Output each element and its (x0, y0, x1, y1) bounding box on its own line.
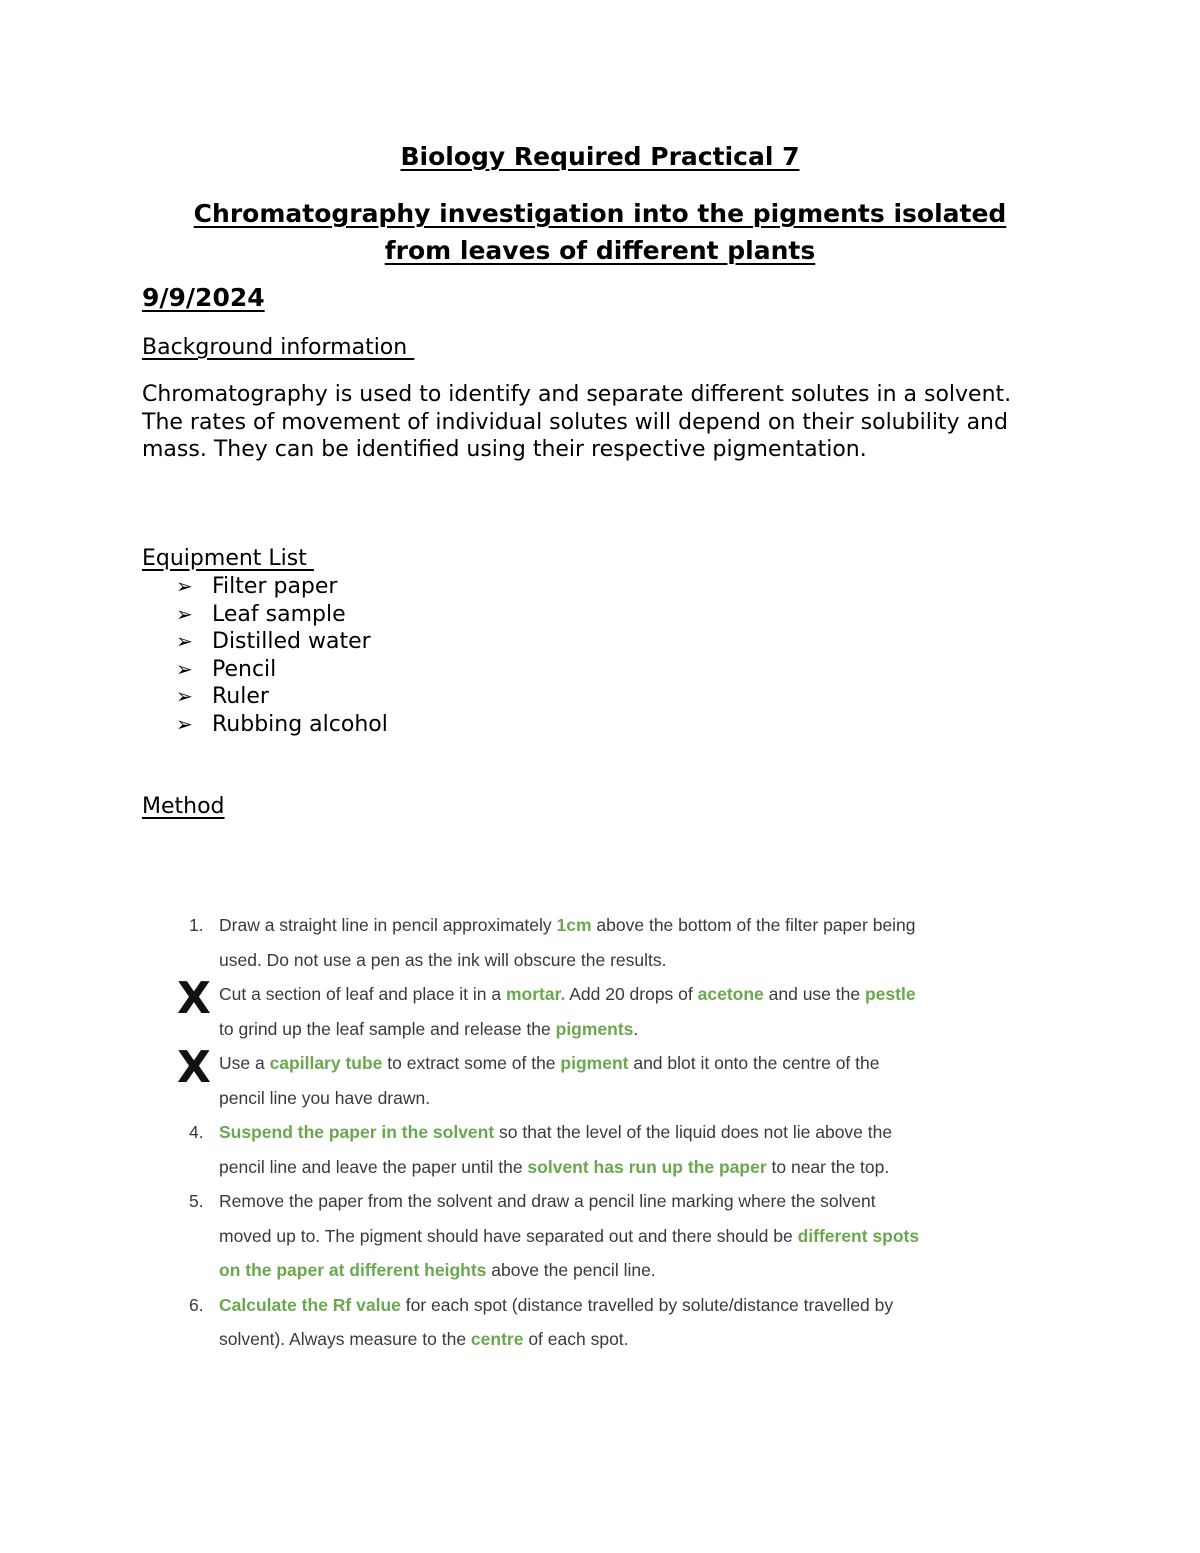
step-text: to extract some of the (382, 1053, 561, 1073)
subtitle-line-1: Chromatography investigation into the pigments isolated (193, 199, 1007, 228)
method-step (177, 973, 925, 1046)
step-text: Use a (219, 1053, 270, 1073)
step-text: . (633, 1018, 639, 1039)
document-date: 9/9/2024 (142, 283, 265, 312)
step-text: above the pencil line. (486, 1260, 656, 1280)
arrow-bullet-icon: ➢ (176, 601, 193, 626)
cross-mark-icon: X (177, 1042, 211, 1093)
step-text: Remove the paper from the solvent and draw a pencil line marking where the solvent moved up to. The pigment should have separated out and there should be (219, 1191, 876, 1246)
step-number: 1. (189, 915, 204, 935)
step-text: above the bottom of the filter paper being used. Do not use a pen as the ink will obscure the results. (219, 915, 916, 970)
step-text: of each spot. (523, 1329, 629, 1349)
list-item (176, 683, 388, 711)
arrow-bullet-icon: ➢ (176, 629, 193, 653)
equipment-item: Filter paper (212, 574, 338, 599)
method-step (185, 1184, 925, 1288)
method-heading: Method (142, 794, 225, 819)
equipment-item: Distilled water (212, 629, 371, 654)
method-step (185, 1115, 925, 1184)
step-text: to grind up the leaf sample and release the (219, 1018, 556, 1039)
equipment-item: Ruler (212, 684, 269, 709)
document-subtitle (0, 195, 1200, 269)
equipment-list (176, 573, 388, 738)
subtitle-line-2: from leaves of different plants (384, 236, 816, 265)
step-number: 4. (189, 1122, 204, 1142)
highlighted-term: pigment (560, 1053, 629, 1073)
step-text: Add 20 drops of (565, 984, 698, 1004)
highlighted-term: Calculate the Rf value (219, 1294, 401, 1315)
background-paragraph: Chromatography is used to identify and separate different solutes in a solvent. The rates of movement of individual solutes will depend on their solubility and mass. They can be identified using their respective pigmentation. (142, 382, 1012, 462)
arrow-bullet-icon: ➢ (176, 711, 193, 736)
highlighted-term: centre (470, 1329, 524, 1349)
highlighted-term: pigments (555, 1018, 634, 1039)
highlighted-term: 1cm (556, 915, 592, 935)
method-steps (177, 908, 925, 1357)
cross-mark-icon: X (177, 973, 211, 1024)
equipment-item: Rubbing alcohol (212, 711, 388, 737)
equipment-item: Pencil (212, 656, 277, 682)
step-number: 6. (189, 1294, 204, 1315)
arrow-bullet-icon: ➢ (176, 684, 193, 708)
list-item (176, 628, 388, 656)
arrow-bullet-icon: ➢ (176, 574, 193, 598)
method-step (177, 1042, 925, 1115)
highlighted-term: solvent has run up the paper (527, 1156, 767, 1177)
background-heading: Background information (142, 335, 415, 360)
method-step (185, 1288, 925, 1357)
document-title: Biology Required Practical 7 (400, 142, 800, 171)
step-text: so that the level of the liquid does not lie above the pencil line and leave the paper until the (219, 1122, 893, 1177)
step-text: Cut a section of leaf and place it in a (219, 984, 506, 1004)
step-number: 5. (189, 1191, 204, 1211)
step-text: and use the (763, 984, 865, 1004)
arrow-bullet-icon: ➢ (176, 656, 193, 681)
highlighted-term: capillary tube (269, 1053, 383, 1073)
list-item (176, 601, 388, 629)
step-text: Draw a straight line in pencil approximately (219, 915, 557, 935)
list-item (176, 656, 388, 684)
method-step (185, 908, 925, 977)
equipment-heading: Equipment List (142, 546, 314, 571)
list-item (176, 711, 388, 739)
step-text: and blot it onto the centre of the pencil line you have drawn. (219, 1053, 880, 1108)
step-text: for each spot (distance travelled by solute/distance travelled by solvent). Always measure to the (219, 1294, 894, 1349)
highlighted-term: Suspend the paper in the solvent (219, 1122, 495, 1142)
list-item (176, 573, 388, 601)
highlighted-term: mortar. (505, 984, 566, 1004)
equipment-item: Leaf sample (212, 601, 346, 627)
highlighted-term: different spots on the paper at different heights (219, 1225, 920, 1280)
highlighted-term: pestle (864, 984, 916, 1004)
highlighted-term: acetone (697, 984, 764, 1004)
step-text: to near the top. (766, 1156, 890, 1177)
